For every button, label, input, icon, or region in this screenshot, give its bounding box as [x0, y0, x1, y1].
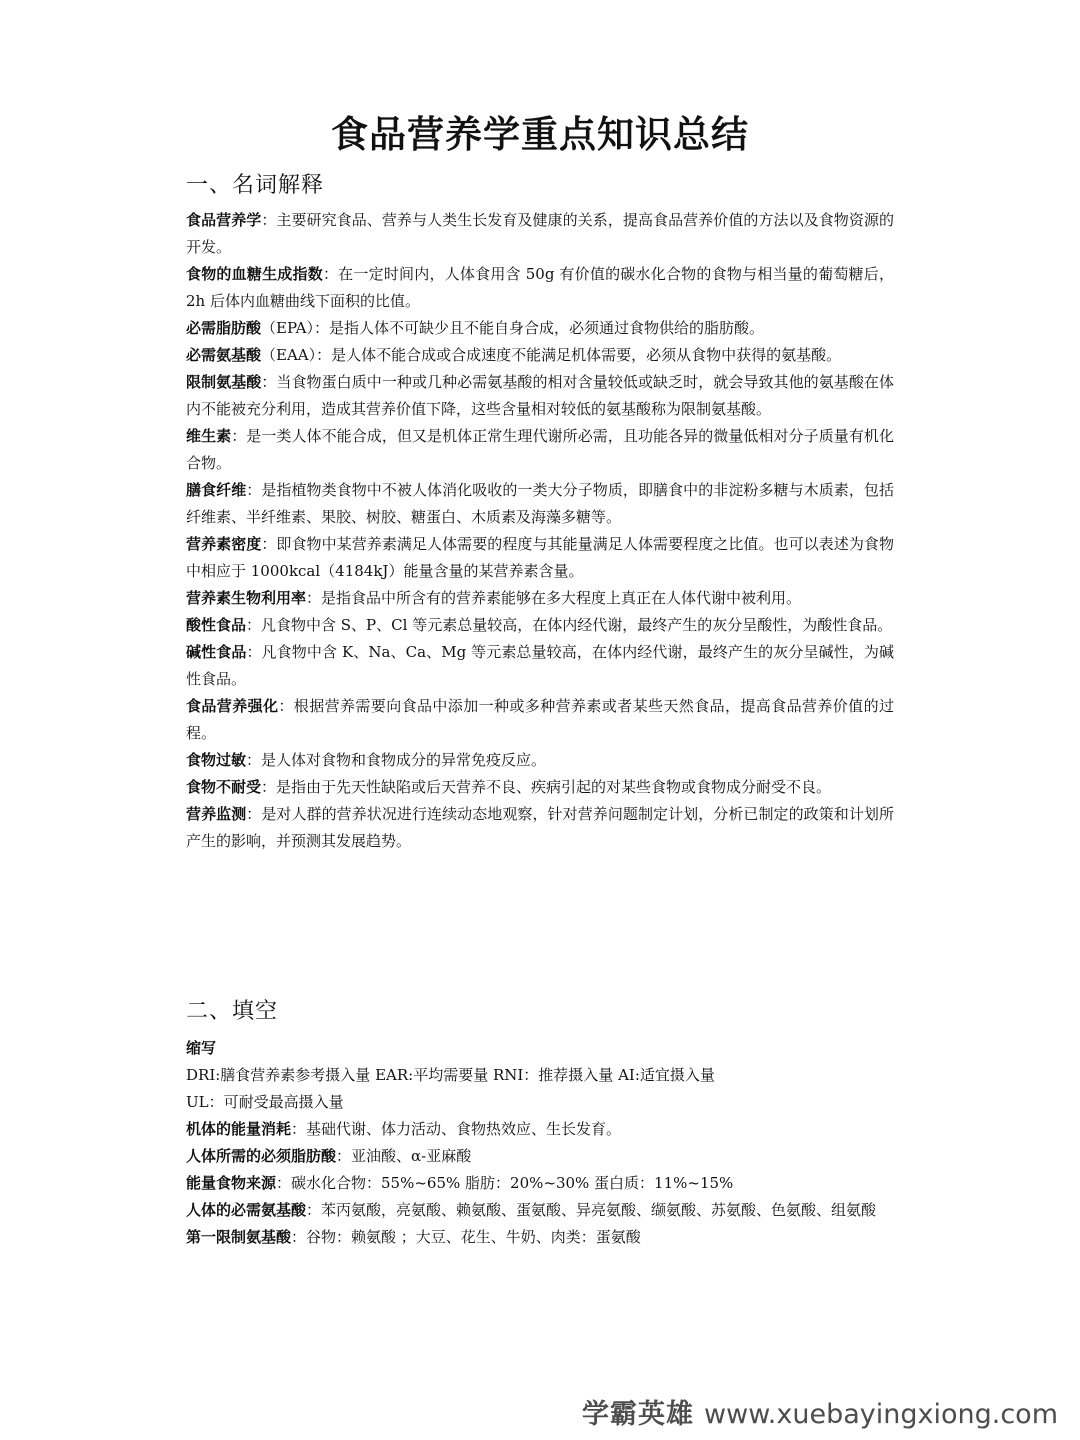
entry-item	[186, 1089, 894, 1116]
entry-term: 机体的能量消耗	[186, 1120, 292, 1138]
entry-definition: ：是指植物类食物中不被人体消化吸收的一类大分子物质，即膳食中的非淀粉多糖与木质素，包括纤维素、半纤维素、果胶、树胶、糖蛋白、木质素及海藻多糖等。	[186, 481, 894, 526]
entry-item	[186, 369, 894, 423]
entry-term: 维生素	[186, 427, 232, 445]
entry-item	[186, 1035, 894, 1062]
entry-term: 营养素生物利用率	[186, 589, 307, 607]
entry-item	[186, 342, 894, 369]
section-heading-definitions: 一、名词解释	[186, 173, 325, 198]
entry-definition: ：是对人群的营养状况进行连续动态地观察，针对营养问题制定计划，分析已制定的政策和计划所产生的影响，并预测其发展趋势。	[186, 805, 894, 850]
entry-item	[186, 207, 894, 261]
entry-definition: ：是指食品中所含有的营养素能够在多大程度上真正在人体代谢中被利用。	[306, 589, 802, 607]
entry-definition: ：碳水化合物：55%~65% 脂肪：20%~30% 蛋白质：11%~15%	[276, 1174, 734, 1192]
entry-item	[186, 612, 894, 639]
entry-item	[186, 423, 894, 477]
entry-item	[186, 801, 894, 855]
watermark-url: www.xuebayingxiong.com	[704, 1399, 1058, 1430]
definitions-list	[186, 207, 894, 855]
entry-item	[186, 1062, 894, 1089]
entry-term: 食品营养强化	[186, 697, 279, 715]
entry-term: 人体所需的必须脂肪酸	[186, 1147, 337, 1165]
entry-item	[186, 1197, 894, 1224]
entry-term: 食品营养学	[186, 211, 262, 229]
entry-term: 碱性食品	[186, 643, 247, 661]
entry-item	[186, 261, 894, 315]
entry-definition: ：亚油酸、α-亚麻酸	[336, 1147, 472, 1165]
entry-definition: ：是人体对食物和食物成分的异常免疫反应。	[246, 751, 547, 769]
entry-term: 营养监测	[186, 805, 247, 823]
entry-definition: UL：可耐受最高摄入量	[186, 1093, 344, 1111]
entry-term: 限制氨基酸	[186, 373, 262, 391]
entry-term: 必需氨基酸	[186, 346, 262, 364]
entry-term: 膳食纤维	[186, 481, 247, 499]
entry-item	[186, 1143, 894, 1170]
entry-definition: ：主要研究食品、营养与人类生长发育及健康的关系，提高食品营养价值的方法以及食物资源的开发。	[186, 211, 894, 256]
entry-definition: （EPA）：是指人体不可缺少且不能自身合成，必须通过食物供给的脂肪酸。	[261, 319, 765, 337]
entry-definition: ：凡食物中含 K、Na、Ca、Mg 等元素总量较高，在体内经代谢，最终产生的灰分呈碱性，为碱性食品。	[186, 643, 894, 688]
entry-item	[186, 1224, 894, 1251]
watermark-brand: 学霸英雄	[582, 1399, 695, 1430]
entry-definition: ：当食物蛋白质中一种或几种必需氨基酸的相对含量较低或缺乏时，就会导致其他的氨基酸在体内不能被充分利用，造成其营养价值下降，这些含量相对较低的氨基酸称为限制氨基酸。	[186, 373, 894, 418]
entry-definition: ：是一类人体不能合成，但又是机体正常生理代谢所必需，且功能各异的微量低相对分子质量有机化合物。	[186, 427, 894, 472]
entry-definition: ：凡食物中含 S、P、Cl 等元素总量较高，在体内经代谢，最终产生的灰分呈酸性，为酸性食品。	[246, 616, 893, 634]
entry-term: 缩写	[186, 1039, 217, 1057]
entry-item	[186, 693, 894, 747]
entry-item	[186, 585, 894, 612]
entry-item	[186, 639, 894, 693]
entry-term: 食物过敏	[186, 751, 247, 769]
entry-term: 第一限制氨基酸	[186, 1228, 292, 1246]
entry-term: 酸性食品	[186, 616, 247, 634]
entry-term: 必需脂肪酸	[186, 319, 262, 337]
entry-definition: ：苯丙氨酸，亮氨酸、赖氨酸、蛋氨酸、异亮氨酸、缬氨酸、苏氨酸、色氨酸、组氨酸	[306, 1201, 877, 1219]
entry-term: 能量食物来源	[186, 1174, 277, 1192]
entry-term: 食物的血糖生成指数	[186, 265, 323, 283]
entry-definition: DRI:膳食营养素参考摄入量 EAR:平均需要量 RNI：推荐摄入量 AI:适宜摄入量	[186, 1066, 715, 1084]
entry-term: 人体的必需氨基酸	[186, 1201, 307, 1219]
entry-item	[186, 1170, 894, 1197]
entry-item	[186, 477, 894, 531]
entry-definition: ：基础代谢、体力活动、食物热效应、生长发育。	[291, 1120, 622, 1138]
section-heading-fill-in: 二、填空	[186, 999, 279, 1024]
entry-item	[186, 315, 894, 342]
entry-item	[186, 531, 894, 585]
site-watermark	[582, 1392, 1058, 1431]
entry-item	[186, 1116, 894, 1143]
page-title: 食品营养学重点知识总结	[331, 113, 749, 156]
fill-in-list	[186, 1035, 894, 1251]
entry-definition: ：在一定时间内，人体食用含 50g 有价值的碳水化合物的食物与相当量的葡萄糖后，2h 后体内血糖曲线下面积的比值。	[186, 265, 894, 310]
entry-definition: （EAA）：是人体不能合成或合成速度不能满足机体需要，必须从食物中获得的氨基酸。	[261, 346, 842, 364]
entry-definition: ：即食物中某营养素满足人体需要的程度与其能量满足人体需要程度之比值。也可以表述为食物中相应于 1000kcal（4184kJ）能量含量的某营养素含量。	[186, 535, 894, 580]
entry-item	[186, 747, 894, 774]
entry-definition: ：是指由于先天性缺陷或后天营养不良、疾病引起的对某些食物或食物成分耐受不良。	[261, 778, 832, 796]
entry-definition: ：根据营养需要向食品中添加一种或多种营养素或者某些天然食品，提高食品营养价值的过程。	[186, 697, 894, 742]
entry-definition: ：谷物：赖氨酸 ；大豆、花生、牛奶、肉类：蛋氨酸	[291, 1228, 641, 1246]
entry-term: 食物不耐受	[186, 778, 262, 796]
entry-term: 营养素密度	[186, 535, 262, 553]
entry-item	[186, 774, 894, 801]
